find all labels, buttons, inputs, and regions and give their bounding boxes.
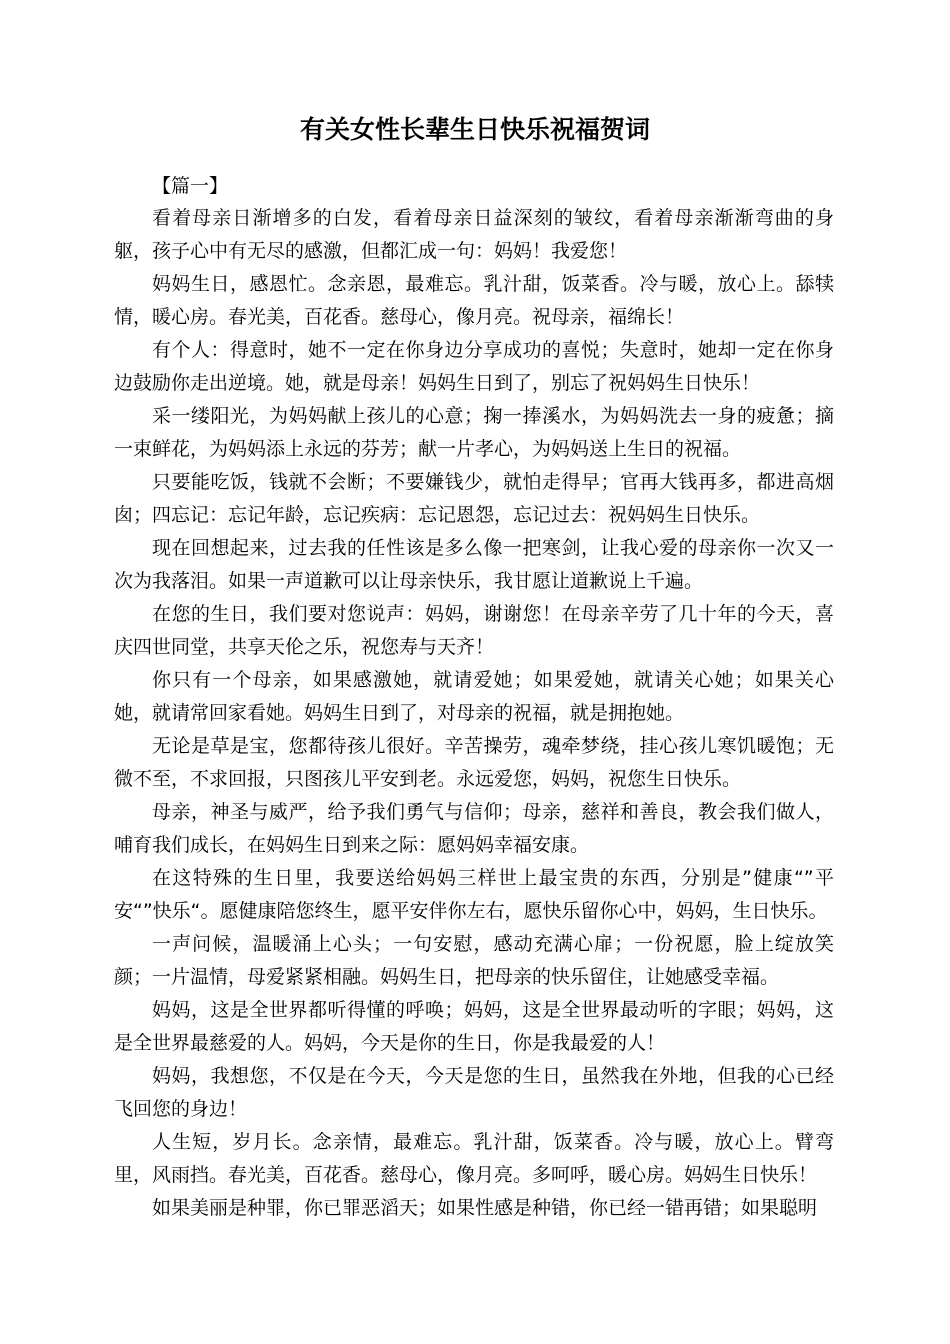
- paragraph: 在您的生日，我们要对您说声：妈妈，谢谢您！在母亲辛劳了几十年的今天，喜庆四世同堂，共享天伦之乐，祝您寿与天齐！: [114, 603, 834, 658]
- paragraph: 看着母亲日渐增多的白发，看着母亲日益深刻的皱纹，看着母亲渐渐弯曲的身躯，孩子心中有无尽的感激，但都汇成一句：妈妈！我爱您！: [114, 207, 834, 262]
- paragraph: 母亲，神圣与威严，给予我们勇气与信仰；母亲，慈祥和善良，教会我们做人，哺育我们成长，在妈妈生日到来之际：愿妈妈幸福安康。: [114, 801, 834, 856]
- paragraph: 妈妈，我想您，不仅是在今天，今天是您的生日，虽然我在外地，但我的心已经飞回您的身边！: [114, 1065, 834, 1120]
- paragraph: 无论是草是宝，您都待孩儿很好。辛苦操劳，魂牵梦绕，挂心孩儿寒饥暖饱；无微不至，不求回报，只图孩儿平安到老。永远爱您，妈妈，祝您生日快乐。: [114, 735, 834, 790]
- section-heading: 【篇一】: [152, 175, 229, 197]
- document-body: [114, 202, 834, 1225]
- paragraph: 你只有一个母亲，如果感激她，就请爱她；如果爱她，就请关心她；如果关心她，就请常回家看她。妈妈生日到了，对母亲的祝福，就是拥抱她。: [114, 669, 834, 724]
- paragraph: 人生短，岁月长。念亲情，最难忘。乳汁甜，饭菜香。冷与暖，放心上。臂弯里，风雨挡。春光美，百花香。慈母心，像月亮。多呵呼，暖心房。妈妈生日快乐！: [114, 1131, 834, 1186]
- document-title: 有关女性长辈生日快乐祝福贺词: [299, 115, 650, 144]
- paragraph: 如果美丽是种罪，你已罪恶滔天；如果性感是种错，你已经一错再错；如果聪明: [152, 1197, 818, 1219]
- paragraph: 采一缕阳光，为妈妈献上孩儿的心意；掬一捧溪水，为妈妈洗去一身的疲惫；摘一束鲜花，为妈妈添上永远的芬芳；献一片孝心，为妈妈送上生日的祝福。: [114, 405, 834, 460]
- paragraph: 只要能吃饭，钱就不会断；不要嫌钱少，就怕走得早；官再大钱再多，都进高烟囱；四忘记：忘记年龄，忘记疾病：忘记恩怨，忘记过去：祝妈妈生日快乐。: [114, 471, 834, 526]
- paragraph: 一声问候，温暖涌上心头；一句安慰，感动充满心扉；一份祝愿，脸上绽放笑颜；一片温情，母爱紧紧相融。妈妈生日，把母亲的快乐留住，让她感受幸福。: [114, 933, 834, 988]
- paragraph: 现在回想起来，过去我的任性该是多么像一把寒剑，让我心爱的母亲你一次又一次为我落泪。如果一声道歉可以让母亲快乐，我甘愿让道歉说上千遍。: [114, 537, 834, 592]
- paragraph: 妈妈生日，感恩忙。念亲恩，最难忘。乳汁甜，饭菜香。冷与暖，放心上。舔犊情，暖心房。春光美，百花香。慈母心，像月亮。祝母亲，福绵长！: [114, 273, 834, 328]
- paragraph: 妈妈，这是全世界都听得懂的呼唤；妈妈，这是全世界最动听的字眼；妈妈，这是全世界最慈爱的人。妈妈，今天是你的生日，你是我最爱的人！: [114, 999, 834, 1054]
- paragraph: 在这特殊的生日里，我要送给妈妈三样世上最宝贵的东西，分别是”健康“”平安“”快乐“。愿健康陪您终生，愿平安伴你左右，愿快乐留你心中，妈妈，生日快乐。: [114, 867, 834, 922]
- paragraph: 有个人：得意时，她不一定在你身边分享成功的喜悦；失意时，她却一定在你身边鼓励你走出逆境。她，就是母亲！妈妈生日到了，别忘了祝妈妈生日快乐！: [114, 339, 834, 394]
